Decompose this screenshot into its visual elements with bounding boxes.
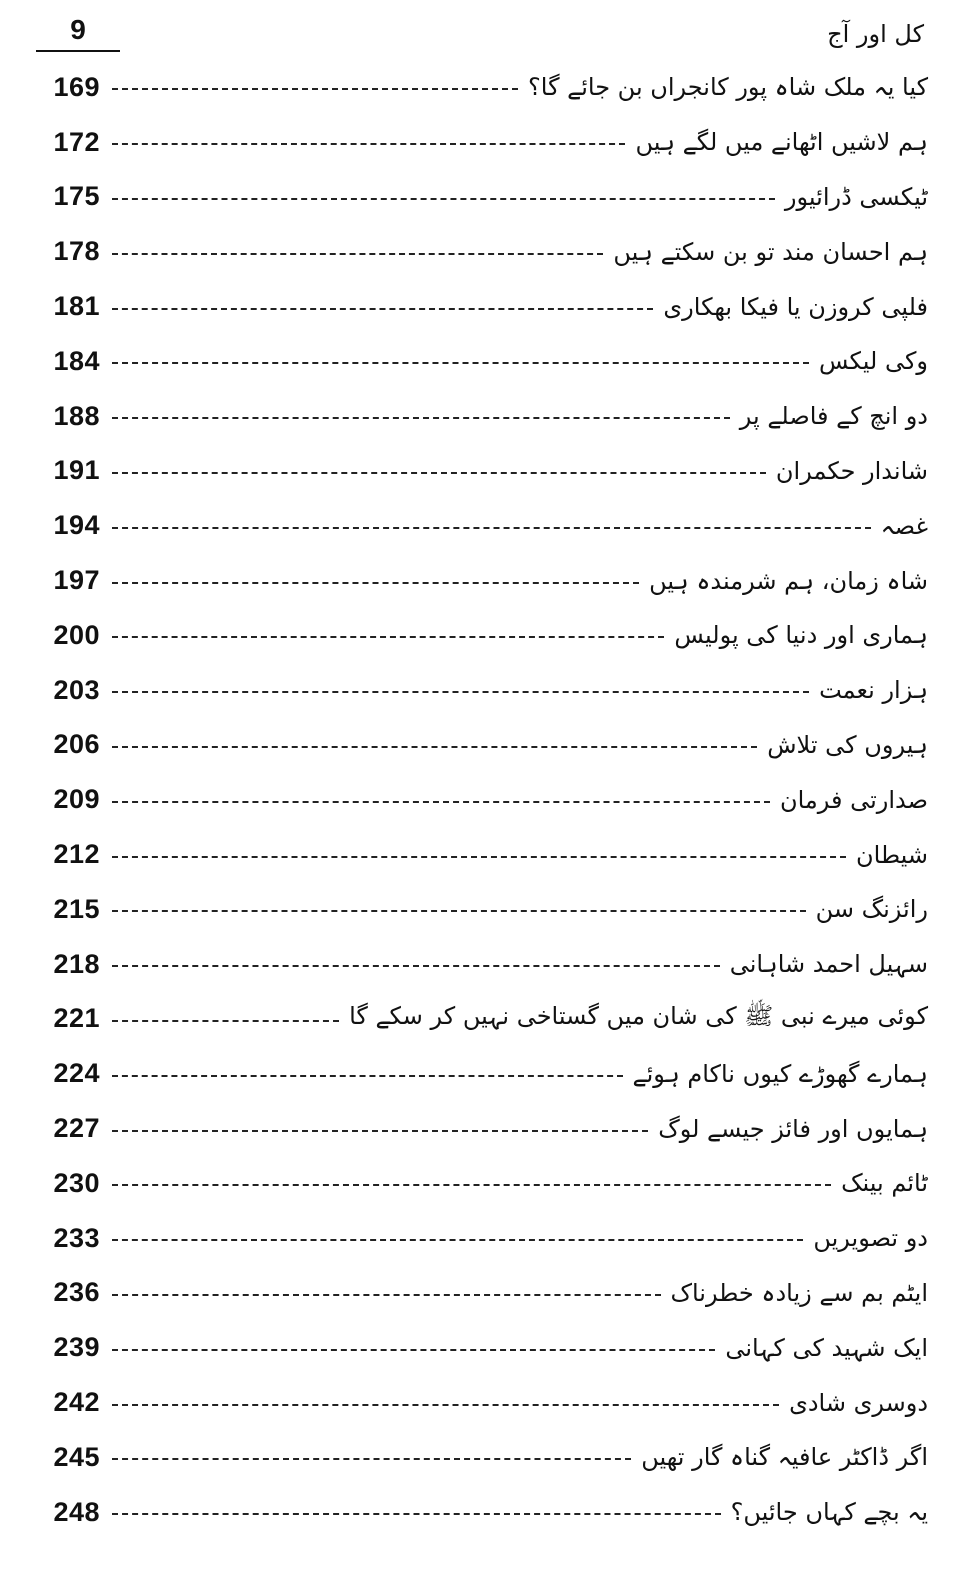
toc-title: دو انچ کے فاصلے پر [739, 402, 928, 431]
toc-entry [30, 334, 930, 389]
toc-title: شیطان [856, 840, 928, 869]
toc-dot-leader [112, 1184, 831, 1186]
toc-entry [30, 1156, 930, 1211]
toc-title: ہزار نعمت [819, 676, 928, 705]
toc-page-number: 184 [53, 345, 100, 376]
toc-title: کوئی میرے نبی ﷺ کی شان میں گستاخی نہیں کر سکے گا [349, 1002, 928, 1031]
toc-page-number: 248 [53, 1496, 100, 1527]
toc-dot-leader [112, 1020, 339, 1022]
toc-title: سہیل احمد شاہانی [729, 950, 928, 979]
toc-page-number: 221 [53, 1003, 100, 1034]
toc-dot-leader [112, 1404, 779, 1406]
toc-title: ہمارے گھوڑے کیوں ناکام ہوئے [632, 1059, 928, 1088]
toc-dot-leader [112, 582, 639, 584]
toc-entry [30, 1046, 930, 1101]
toc-page-number: 239 [53, 1332, 100, 1363]
toc-dot-leader [112, 856, 846, 858]
toc-title: ایک شہید کی کہانی [725, 1333, 928, 1362]
toc-entry [30, 937, 930, 992]
toc-title: ایٹم بم سے زیادہ خطرناک [670, 1278, 928, 1307]
page-number: 9 [70, 14, 86, 45]
toc-page-number: 181 [53, 291, 100, 322]
toc-dot-leader [112, 801, 770, 803]
toc-entry [30, 115, 930, 170]
toc-title: غصہ [880, 511, 928, 540]
toc-page-number: 197 [53, 565, 100, 596]
toc-title: رائزنگ سن [815, 895, 928, 924]
toc-entry [30, 1211, 930, 1266]
toc-title: کیا یہ ملک شاہ پور کانجراں بن جائے گا؟ [528, 73, 928, 102]
toc-dot-leader [112, 88, 518, 90]
toc-entry [30, 1485, 930, 1540]
toc-entry [30, 170, 930, 225]
toc-dot-leader [112, 1294, 661, 1296]
toc-entry [30, 1375, 930, 1430]
toc-page-number: 200 [53, 619, 100, 650]
toc-dot-leader [112, 198, 775, 200]
toc-title: شاندار حکمران [775, 456, 928, 485]
toc-entry [30, 663, 930, 718]
toc-dot-leader [112, 910, 806, 912]
toc-page-number: 218 [53, 948, 100, 979]
toc-dot-leader [112, 1239, 803, 1241]
toc-dot-leader [112, 1458, 631, 1460]
toc-page-number: 245 [53, 1441, 100, 1472]
running-header-title: کل اور آج [827, 20, 924, 48]
toc-title: فلپی کروزن یا فیکا بھکاری [663, 292, 928, 321]
toc-title: ٹائم بینک [841, 1169, 928, 1198]
toc-entry [30, 608, 930, 663]
toc-entry [30, 279, 930, 334]
toc-page-number: 188 [53, 400, 100, 431]
toc-entry [30, 224, 930, 279]
toc-dot-leader [112, 308, 653, 310]
toc-entry [30, 1430, 930, 1485]
toc-page-number: 191 [53, 455, 100, 486]
toc-title: شاہ زمان، ہم شرمندہ ہیں [649, 566, 928, 595]
toc-dot-leader [112, 362, 809, 364]
toc-page-number: 224 [53, 1058, 100, 1089]
toc-title: ٹیکسی ڈرائیور [784, 182, 928, 211]
toc-page-number: 172 [53, 126, 100, 157]
toc-entry [30, 1266, 930, 1321]
page-number-underline [36, 50, 120, 52]
toc-page-number: 242 [53, 1387, 100, 1418]
toc-entry [30, 1320, 930, 1375]
toc-title: دو تصویریں [813, 1224, 928, 1253]
toc-page-number: 227 [53, 1113, 100, 1144]
toc-dot-leader [112, 965, 720, 967]
toc-title: وکی لیکس [818, 347, 928, 376]
toc-title: دوسری شادی [789, 1388, 928, 1417]
toc-dot-leader [112, 472, 766, 474]
toc-title: ہم لاشیں اٹھانے میں لگے ہیں [635, 128, 928, 157]
toc-page-number: 230 [53, 1167, 100, 1198]
toc-entry [30, 772, 930, 827]
toc-page-number: 215 [53, 893, 100, 924]
toc-entry [30, 444, 930, 499]
toc-entry [30, 882, 930, 937]
toc-dot-leader [112, 1513, 721, 1515]
toc-title: ہمایوں اور فائز جیسے لوگ [658, 1114, 928, 1143]
toc-page-number: 206 [53, 729, 100, 760]
table-of-contents [30, 60, 930, 1540]
toc-page-number: 194 [53, 510, 100, 541]
toc-entry [30, 389, 930, 444]
toc-entry [30, 992, 930, 1047]
toc-title: ہم احسان مند تو بن سکتے ہیں [613, 237, 928, 266]
toc-dot-leader [112, 1075, 623, 1077]
toc-title: اگر ڈاکٹر عافیہ گناہ گار تھیں [641, 1443, 928, 1472]
toc-page-number: 233 [53, 1222, 100, 1253]
toc-entry [30, 553, 930, 608]
toc-dot-leader [112, 691, 809, 693]
toc-dot-leader [112, 527, 871, 529]
toc-dot-leader [112, 1130, 648, 1132]
toc-page-number: 203 [53, 674, 100, 705]
toc-entry [30, 718, 930, 773]
toc-page-number: 212 [53, 839, 100, 870]
toc-dot-leader [112, 1349, 715, 1351]
toc-entry [30, 827, 930, 882]
toc-entry [30, 498, 930, 553]
toc-entry [30, 1101, 930, 1156]
toc-dot-leader [112, 746, 757, 748]
toc-page-number: 169 [53, 71, 100, 102]
toc-page-number: 236 [53, 1277, 100, 1308]
toc-title: ہماری اور دنیا کی پولیس [674, 621, 928, 650]
toc-dot-leader [112, 636, 664, 638]
toc-dot-leader [112, 417, 730, 419]
toc-page-number: 178 [53, 236, 100, 267]
toc-page-number: 175 [53, 181, 100, 212]
toc-page-number: 209 [53, 784, 100, 815]
toc-dot-leader [112, 253, 603, 255]
toc-title: یہ بچے کہاں جائیں؟ [730, 1498, 928, 1527]
toc-entry [30, 60, 930, 115]
toc-dot-leader [112, 143, 625, 145]
toc-title: ہیروں کی تلاش [767, 730, 928, 759]
toc-title: صدارتی فرمان [779, 785, 928, 814]
